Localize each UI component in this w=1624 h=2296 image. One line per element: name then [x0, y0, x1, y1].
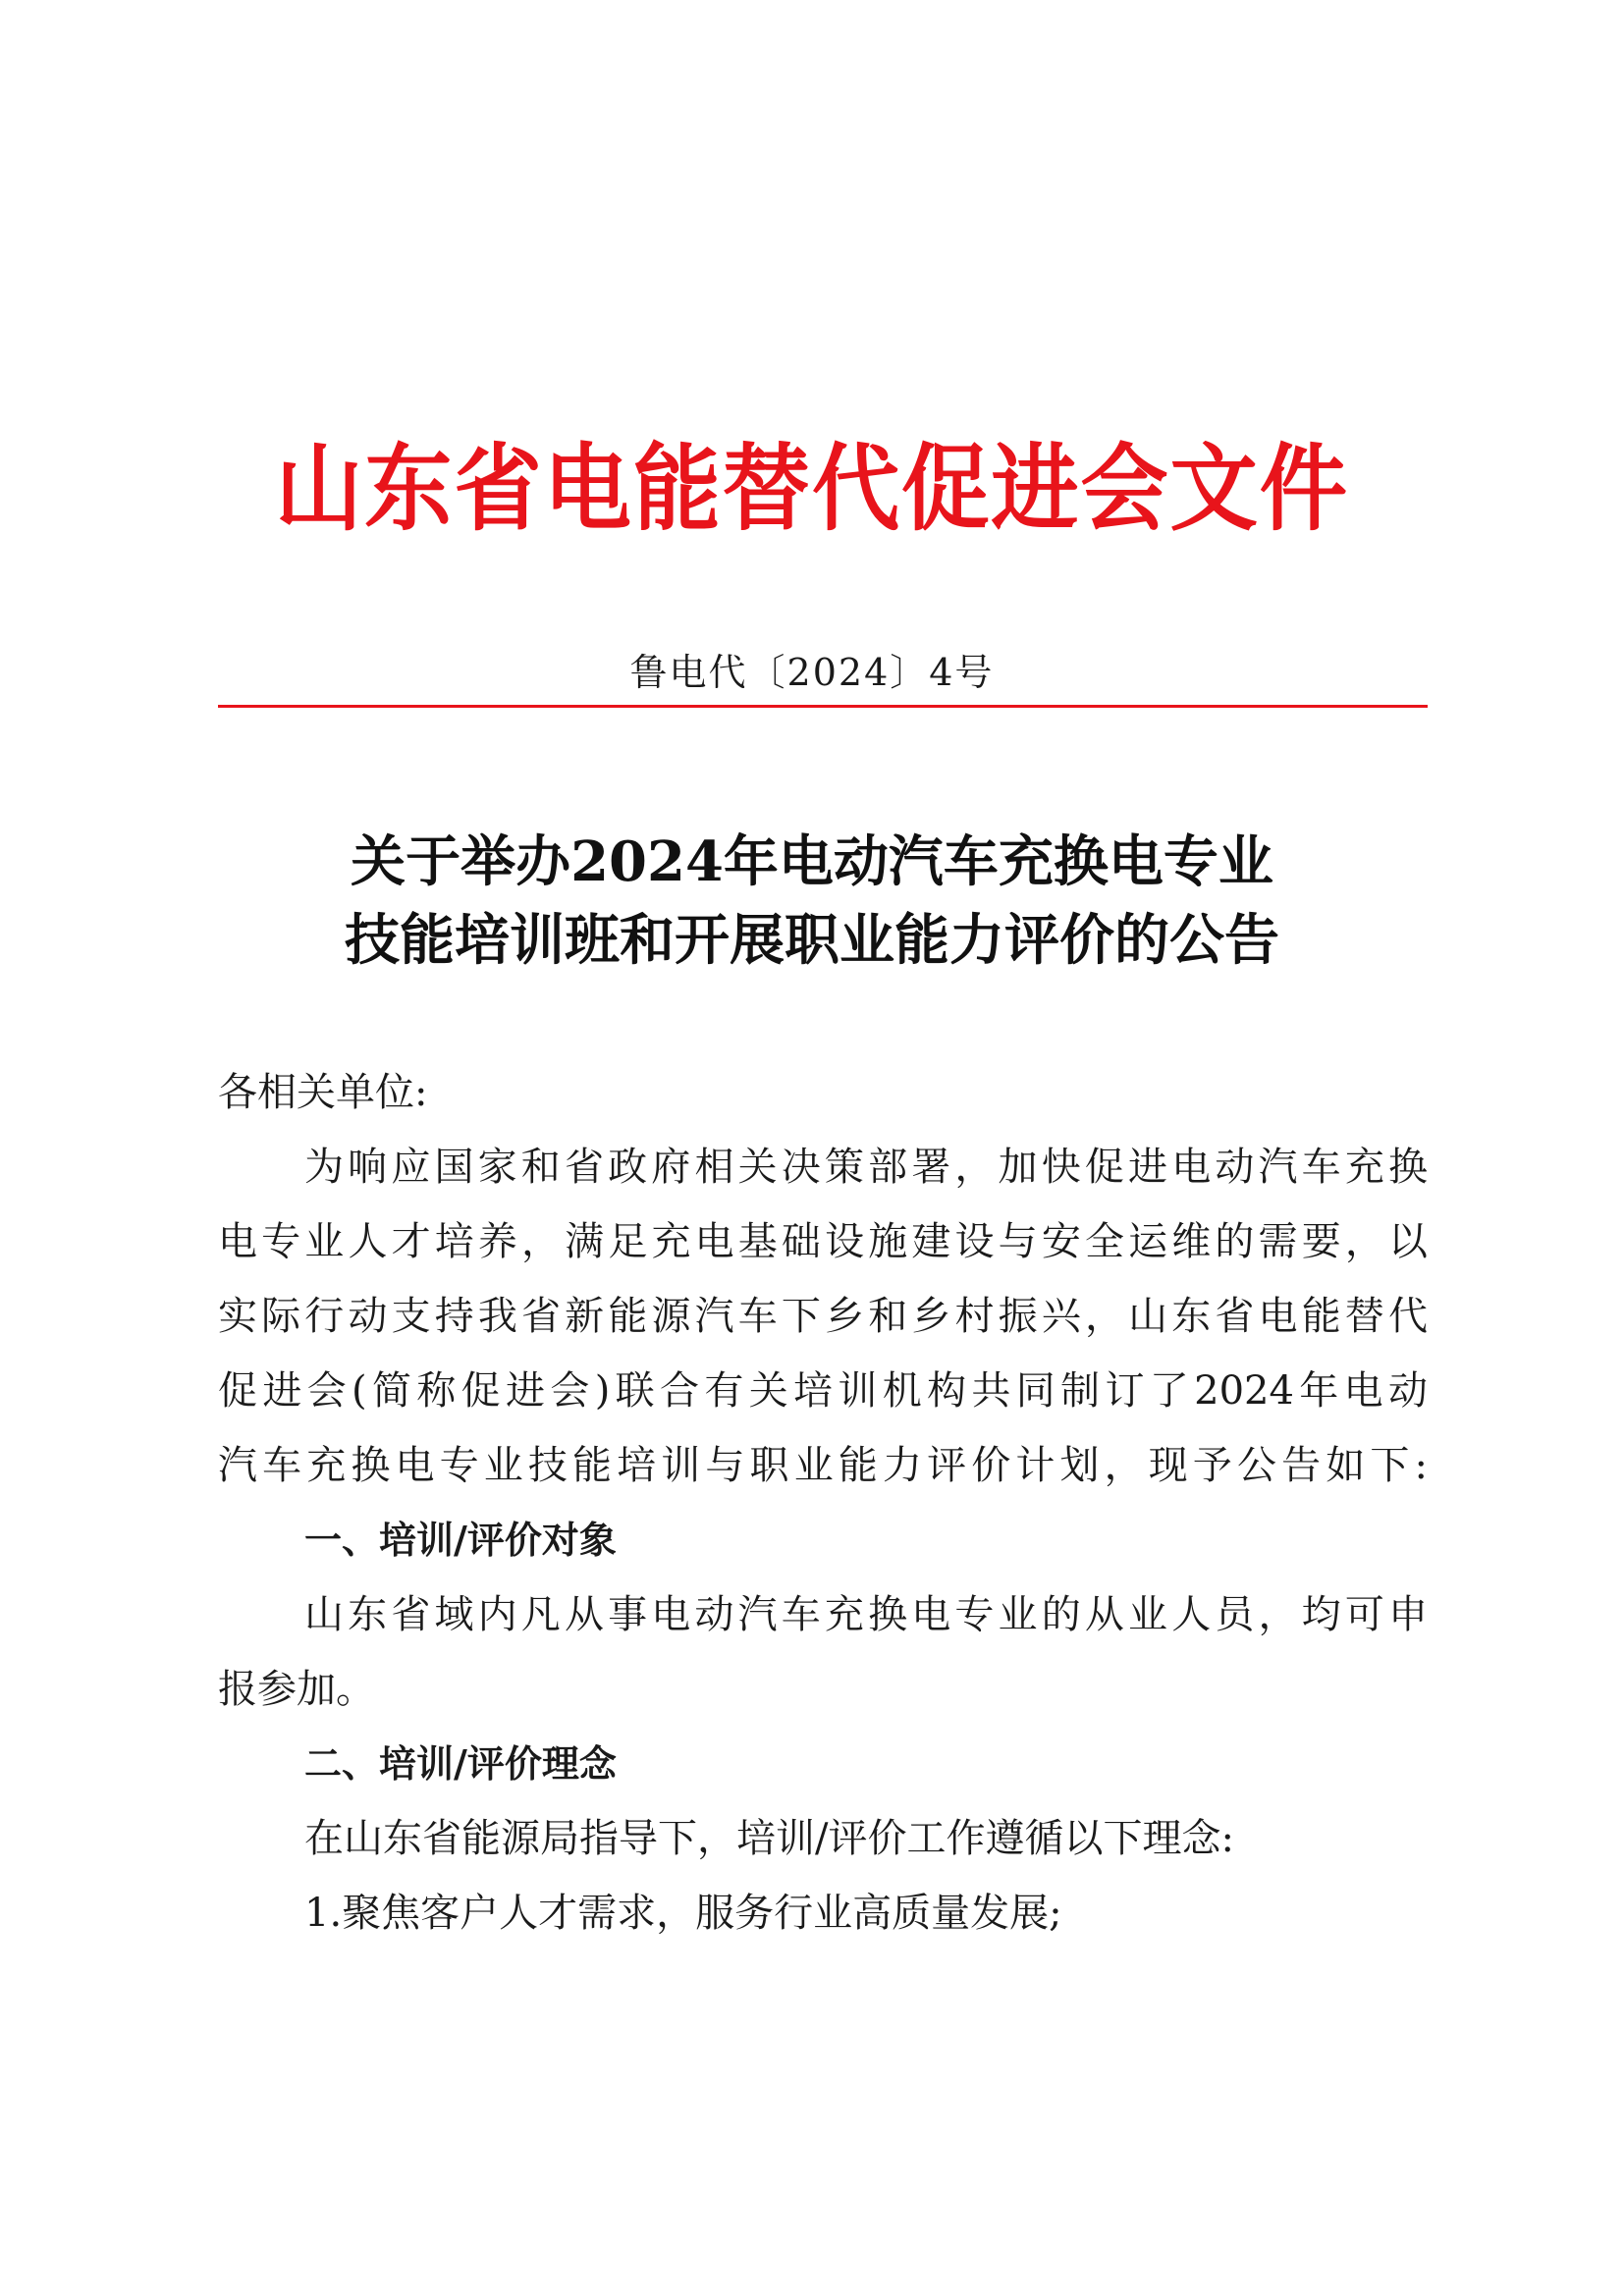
red-divider-line	[218, 705, 1428, 708]
intro-line-5: 汽车充换电专业技能培训与职业能力评价计划，现予公告如下:	[218, 1443, 1428, 1488]
intro-line-4: 促进会(简称促进会)联合有关培训机构共同制订了2024年电动	[218, 1368, 1428, 1414]
notice-title-line-2: 技能培训班和开展职业能力评价的公告	[345, 908, 1279, 973]
notice-title-line-1: 关于举办2024年电动汽车充换电专业	[351, 829, 1273, 894]
notice-title	[0, 823, 1624, 980]
intro-line-3: 实际行动支持我省新能源汽车下乡和乡村振兴，山东省电能替代	[218, 1294, 1428, 1339]
document-number: 鲁电代〔2024〕4号	[629, 651, 995, 694]
intro-line-1: 为响应国家和省政府相关决策部署，加快促进电动汽车充换	[304, 1145, 1428, 1190]
section-2-line-2: 1.聚焦客户人才需求，服务行业高质量发展;	[304, 1891, 1062, 1936]
section-1-heading: 一、培训/评价对象	[304, 1519, 617, 1562]
notice-body	[218, 1055, 1428, 1950]
section-2-heading: 二、培训/评价理念	[304, 1742, 617, 1786]
section-1-line-1: 山东省域内凡从事电动汽车充换电专业的从业人员，均可申	[304, 1592, 1428, 1637]
salutation: 各相关单位:	[218, 1070, 428, 1115]
intro-line-2: 电专业人才培养，满足充电基础设施建设与安全运维的需要，以	[218, 1219, 1428, 1264]
masthead-title: 山东省电能替代促进会文件	[275, 433, 1349, 544]
section-2-line-1: 在山东省能源局指导下，培训/评价工作遵循以下理念:	[304, 1816, 1234, 1861]
section-1-line-2: 报参加。	[218, 1667, 375, 1712]
